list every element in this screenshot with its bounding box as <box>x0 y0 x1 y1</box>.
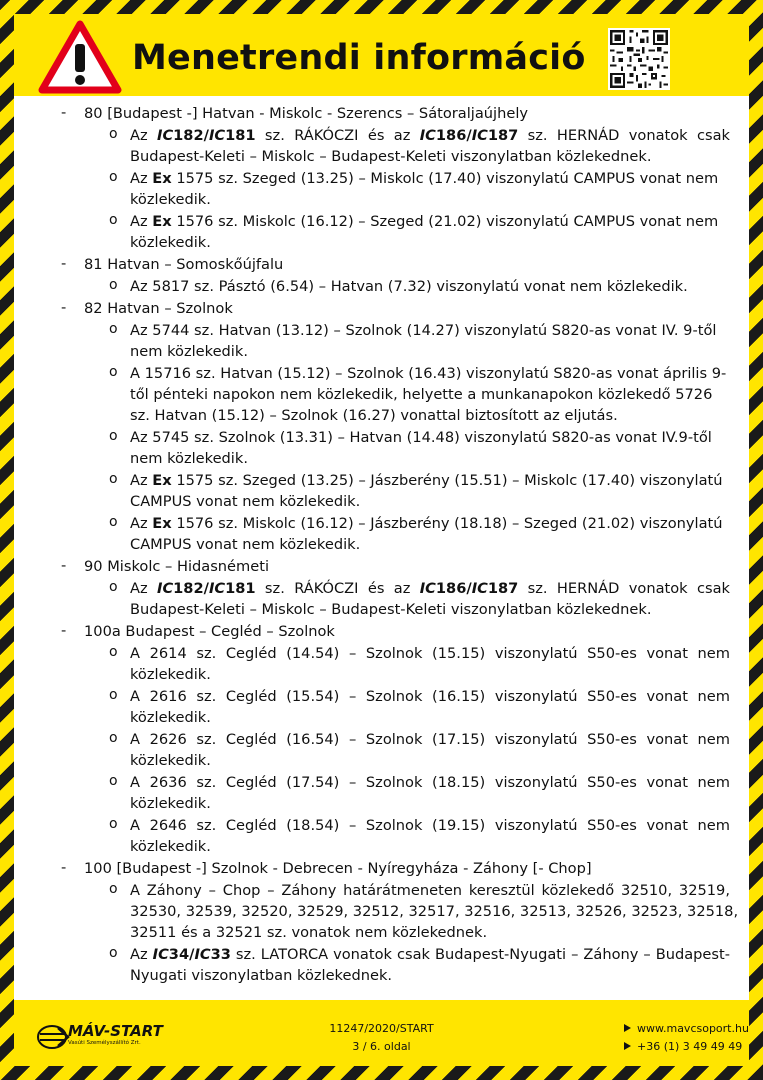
list-bullet: o <box>109 514 118 530</box>
list-bullet: o <box>109 687 118 703</box>
line-100a-2616-2: közlekedik. <box>130 709 211 726</box>
line-100a-2646-2: közlekedik. <box>130 838 211 855</box>
list-dash: - <box>61 255 67 272</box>
line-80-ex1575-2: közlekedik. <box>130 191 211 208</box>
line-100-chop-3: 32511 és a 32521 sz. vonatok nem közlekednek. <box>130 924 488 941</box>
line-80-ex1575-1: Az Ex 1575 sz. Szeged (13.25) – Miskolc (17.40) viszonylatú CAMPUS vonat nem <box>130 170 719 187</box>
list-bullet: o <box>109 730 118 746</box>
line-100-heading: 100 [Budapest -] Szolnok - Debrecen - Nyíregyháza - Záhony [- Chop] <box>84 860 592 877</box>
line-80-ic-1: Az IC182/IC181 sz. RÁKÓCZI és az IC186/IC187 sz. HERNÁD vonatok csak <box>130 127 730 144</box>
line-100a-2614-2: közlekedik. <box>130 666 211 683</box>
line-80-ex1576-2: közlekedik. <box>130 234 211 251</box>
line-100a-2626-2: közlekedik. <box>130 752 211 769</box>
logo-text: MÁV-START <box>68 1022 163 1040</box>
line-82-15716-2: től pénteki napokon nem közlekedik, helyette a munkanapokon közlekedő 5726 <box>130 386 713 403</box>
list-bullet: o <box>109 773 118 789</box>
line-100-chop-1: A Záhony – Chop – Záhony határátmeneten keresztül közlekedő 32510, 32519, <box>130 882 730 899</box>
list-dash: - <box>61 622 67 639</box>
list-bullet: o <box>109 126 118 142</box>
list-bullet: o <box>109 169 118 185</box>
line-80-ic-2: Budapest-Keleti – Miskolc – Budapest-Keleti viszonylatban közlekednek. <box>130 148 652 165</box>
list-bullet: o <box>109 579 118 595</box>
list-dash: - <box>61 104 67 121</box>
list-bullet: o <box>109 881 118 897</box>
list-bullet: o <box>109 428 118 444</box>
line-82-heading: 82 Hatvan – Szolnok <box>84 300 233 317</box>
header <box>14 14 749 96</box>
arrow-right-icon <box>624 1042 631 1050</box>
line-100a-2636-1: A 2636 sz. Cegléd (17.54) – Szolnok (18.15) viszonylatú S50-es vonat nem <box>130 774 730 791</box>
line-80-ex1576-1: Az Ex 1576 sz. Miskolc (16.12) – Szeged (21.02) viszonylatú CAMPUS vonat nem <box>130 213 719 230</box>
line-81-heading: 81 Hatvan – Somoskőújfalu <box>84 256 284 273</box>
qr-code-icon <box>608 28 670 90</box>
page-number: 3 / 6. oldal <box>352 1040 411 1053</box>
line-82-ex1576-2: CAMPUS vonat nem közlekedik. <box>130 536 361 553</box>
list-bullet: o <box>109 321 118 337</box>
line-82-5745-2: nem közlekedik. <box>130 450 248 467</box>
notice-content <box>14 96 749 1000</box>
line-82-15716-3: sz. Hatvan (15.12) – Szolnok (16.27) vonattal biztosított az eljutás. <box>130 407 618 424</box>
line-100a-heading: 100a Budapest – Cegléd – Szolnok <box>84 623 335 640</box>
line-82-5744-1: Az 5744 sz. Hatvan (13.12) – Szolnok (14.27) viszonylatú S820-as vonat IV. 9-től <box>130 322 717 339</box>
list-bullet: o <box>109 471 118 487</box>
line-100a-2626-1: A 2626 sz. Cegléd (16.54) – Szolnok (17.15) viszonylatú S50-es vonat nem <box>130 731 730 748</box>
line-100-latorca-2: Nyugati viszonylatban közlekednek. <box>130 967 393 984</box>
line-100a-2616-1: A 2616 sz. Cegléd (15.54) – Szolnok (16.15) viszonylatú S50-es vonat nem <box>130 688 730 705</box>
arrow-right-icon <box>624 1024 631 1032</box>
list-dash: - <box>61 557 67 574</box>
line-100a-2636-2: közlekedik. <box>130 795 211 812</box>
website-link[interactable]: www.mavcsoport.hu <box>624 1022 749 1035</box>
list-dash: - <box>61 299 67 316</box>
list-bullet: o <box>109 277 118 293</box>
list-bullet: o <box>109 364 118 380</box>
line-100a-2646-1: A 2646 sz. Cegléd (18.54) – Szolnok (19.15) viszonylatú S50-es vonat nem <box>130 817 730 834</box>
line-81-item: Az 5817 sz. Pásztó (6.54) – Hatvan (7.32) viszonylatú vonat nem közlekedik. <box>130 278 688 295</box>
line-90-ic-1: Az IC182/IC181 sz. RÁKÓCZI és az IC186/IC187 sz. HERNÁD vonatok csak <box>130 580 730 597</box>
line-82-ex1575-1: Az Ex 1575 sz. Szeged (13.25) – Jászberény (15.51) – Miskolc (17.40) viszonylatú <box>130 472 723 489</box>
line-82-ex1576-1: Az Ex 1576 sz. Miskolc (16.12) – Jászberény (18.18) – Szeged (21.02) viszonylatú <box>130 515 723 532</box>
line-90-heading: 90 Miskolc – Hidasnémeti <box>84 558 270 575</box>
list-bullet: o <box>109 644 118 660</box>
footer <box>14 1000 749 1066</box>
logo-subtitle: Vasúti Személyszállító Zrt. <box>68 1040 141 1046</box>
list-bullet: o <box>109 945 118 961</box>
line-80-heading: 80 [Budapest -] Hatvan - Miskolc - Szerencs – Sátoraljaújhely <box>84 105 529 122</box>
line-82-ex1575-2: CAMPUS vonat nem közlekedik. <box>130 493 361 510</box>
document-number: 11247/2020/START <box>329 1022 434 1035</box>
list-bullet: o <box>109 816 118 832</box>
line-82-5745-1: Az 5745 sz. Szolnok (13.31) – Hatvan (14.48) viszonylatú S820-as vonat IV.9-től <box>130 429 712 446</box>
line-82-15716-1: A 15716 sz. Hatvan (15.12) – Szolnok (16.43) viszonylatú S820-as vonat április 9- <box>130 365 727 382</box>
list-dash: - <box>61 859 67 876</box>
line-100-latorca-1: Az IC34/IC33 sz. LATORCA vonatok csak Budapest-Nyugati – Záhony – Budapest- <box>130 946 730 963</box>
line-90-ic-2: Budapest-Keleti – Miskolc – Budapest-Keleti viszonylatban közlekednek. <box>130 601 652 618</box>
line-100-chop-2: 32530, 32539, 32520, 32529, 32512, 32517, 32516, 32513, 32526, 32523, 32518, <box>130 903 739 920</box>
page-title: Menetrendi információ <box>132 38 586 78</box>
line-82-5744-2: nem közlekedik. <box>130 343 248 360</box>
line-100a-2614-1: A 2614 sz. Cegléd (14.54) – Szolnok (15.15) viszonylatú S50-es vonat nem <box>130 645 730 662</box>
list-bullet: o <box>109 212 118 228</box>
phone-number: +36 (1) 3 49 49 49 <box>624 1040 742 1053</box>
warning-icon <box>38 20 122 96</box>
